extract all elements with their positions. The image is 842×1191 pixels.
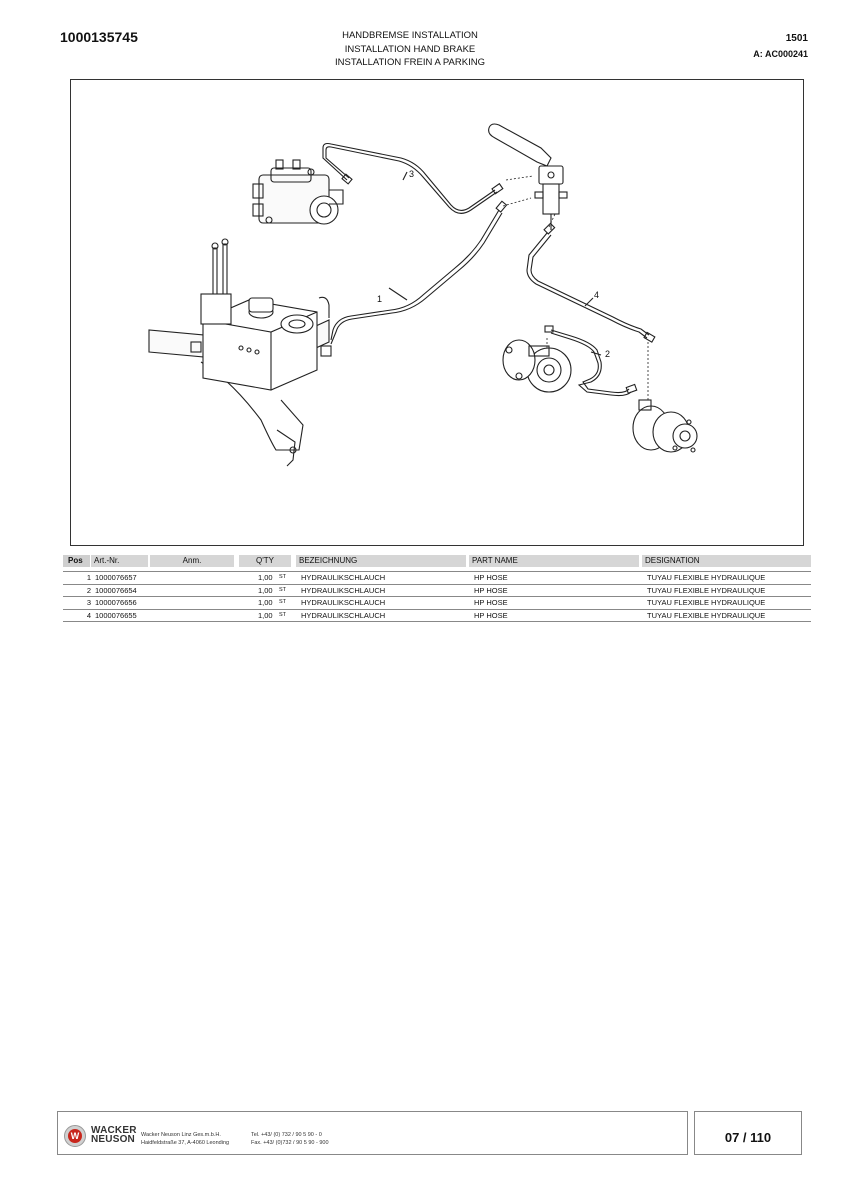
row-bezeichnung: HYDRAULIKSCHLAUCH <box>301 610 386 620</box>
table-row <box>63 596 811 609</box>
page-titles <box>250 29 570 70</box>
row-qty: 1,00 <box>258 573 273 582</box>
row-bezeichnung: HYDRAULIKSCHLAUCH <box>301 598 386 607</box>
callout-2: 2 <box>605 349 611 359</box>
row-qty: 1,00 <box>258 598 273 607</box>
company-contact <box>251 1131 329 1147</box>
document-number: 1000135745 <box>60 29 138 45</box>
header-qty: Q'TY <box>239 555 291 567</box>
parts-table-header <box>63 555 811 567</box>
exploded-drawing <box>70 79 804 546</box>
row-art-nr: 1000076657 <box>95 573 137 582</box>
row-art-nr: 1000076654 <box>95 585 137 595</box>
row-qty: 1,00 <box>258 585 273 595</box>
brake-unit-lower <box>633 400 697 452</box>
row-designation: TUYAU FLEXIBLE HYDRAULIQUE <box>647 573 766 582</box>
group-code: 1501 <box>785 33 808 44</box>
row-art-nr: 1000076655 <box>95 610 137 620</box>
row-part-name: HP HOSE <box>474 598 508 607</box>
table-row <box>63 571 811 584</box>
row-pos: 2 <box>86 585 91 595</box>
phone-number: Tel. +43/ (0) 732 / 90 5 90 - 0 <box>251 1132 322 1138</box>
company-name: Wacker Neuson Linz Ges.m.b.H. <box>141 1132 221 1138</box>
row-pos: 1 <box>86 573 91 582</box>
callout-1: 1 <box>377 294 383 304</box>
company-street: Haidfeldstraße 37, A-4060 Leonding <box>141 1140 230 1146</box>
wacker-neuson-logo-icon: W <box>64 1125 86 1147</box>
header-bezeichnung: BEZEICHNUNG <box>296 555 466 567</box>
header-pos: Pos <box>63 555 90 567</box>
hydraulic-pump <box>253 160 343 224</box>
table-row <box>63 584 811 597</box>
header-art-nr: Art.-Nr. <box>91 555 148 567</box>
brake-unit-upper <box>503 340 571 392</box>
footer-company-box <box>57 1111 688 1155</box>
row-part-name: HP HOSE <box>474 610 508 620</box>
row-pos: 3 <box>86 598 91 607</box>
callout-4: 4 <box>594 290 600 300</box>
row-unit: ST <box>279 586 287 593</box>
leader-line-4 <box>585 298 593 306</box>
row-bezeichnung: HYDRAULIKSCHLAUCH <box>301 573 386 582</box>
logo-line-2: NEUSON <box>91 1134 135 1145</box>
row-part-name: HP HOSE <box>474 573 508 582</box>
row-unit: ST <box>279 574 287 580</box>
row-bezeichnung: HYDRAULIKSCHLAUCH <box>301 585 386 595</box>
row-designation: TUYAU FLEXIBLE HYDRAULIQUE <box>647 585 766 595</box>
callout-3: 3 <box>409 169 415 179</box>
title-german: HANDBREMSE INSTALLATION <box>342 30 478 41</box>
drawing-canvas <box>71 80 803 545</box>
table-row <box>63 609 811 623</box>
page-number: 07 / 110 <box>694 1111 802 1155</box>
leader-line-1 <box>389 288 407 300</box>
row-designation: TUYAU FLEXIBLE HYDRAULIQUE <box>647 598 766 607</box>
row-unit: ST <box>279 611 287 618</box>
leader-line-2 <box>591 352 601 355</box>
row-art-nr: 1000076656 <box>95 598 137 607</box>
leader-line-3 <box>403 172 407 180</box>
fax-number: Fax. +43/ (0)732 / 90 5 90 - 900 <box>251 1140 329 1146</box>
header-part-name: PART NAME <box>469 555 639 567</box>
hand-brake-lever <box>489 124 567 230</box>
title-english: INSTALLATION HAND BRAKE <box>344 43 476 55</box>
row-designation: TUYAU FLEXIBLE HYDRAULIQUE <box>647 610 766 620</box>
hose-4 <box>527 223 655 342</box>
group-code-block <box>753 29 808 60</box>
row-qty: 1,00 <box>258 610 273 620</box>
row-pos: 4 <box>86 610 91 620</box>
row-unit: ST <box>279 599 287 605</box>
parts-table-body <box>63 571 811 622</box>
row-part-name: HP HOSE <box>474 585 508 595</box>
header-designation: DESIGNATION <box>642 555 811 567</box>
logo-wordmark <box>91 1126 137 1144</box>
assembly-reference: A: AC000241 <box>753 49 808 59</box>
header-anm: Anm. <box>150 555 234 567</box>
hydraulic-tank-assembly <box>149 239 331 466</box>
title-french: INSTALLATION FREIN A PARKING <box>335 57 485 68</box>
hose-1 <box>319 201 507 344</box>
logo-line-1: WACKER <box>91 1125 137 1136</box>
company-address <box>141 1131 229 1147</box>
